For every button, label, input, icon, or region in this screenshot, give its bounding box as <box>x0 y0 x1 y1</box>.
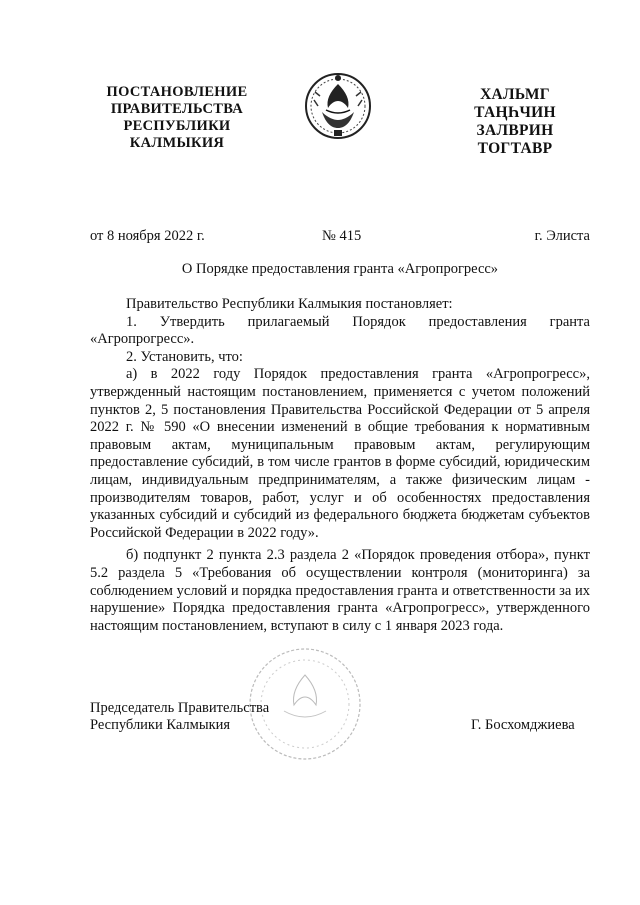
issuer-line: ХАЛЬМГ <box>480 86 550 103</box>
signatory-title-line: Председатель Правительства <box>90 700 270 716</box>
issuer-line: ТАҢҺЧИН <box>474 104 556 121</box>
signatory-title <box>90 700 269 734</box>
signatory-name: Г. Босхомджиева <box>471 717 575 733</box>
issuer-line: ПОСТАНОВЛЕНИЕ <box>106 84 248 100</box>
body-paragraph-2: 2. Установить, что: <box>126 348 243 365</box>
issuer-line: ПРАВИТЕЛЬСТВА <box>110 101 244 117</box>
issuer-line: ТОГТАВР <box>477 140 553 157</box>
issuer-line: ЗАЛВРИН <box>476 122 554 139</box>
body-paragraph-1: 1. Утвердить прилагаемый Порядок предоставления гранта «Агропрогресс». <box>90 313 590 348</box>
body-paragraph-2a: а) в 2022 году Порядок предоставления гранта «Агропрогресс», утвержденный настоящим постановлением, применяется с учетом положений пунктов 2, 5 постановления Правительства Российской Федерации от 5 апреля 2022 г. № 590 «О внесении изменений в общие требования к нормативным правовым актам, муниципальным правовым актам, регулирующим предоставление субсидий, в том числе грантов в форме субсидий, юридическим лицам, индивидуальным предпринимателям, а также физическим лицам - производителям товаров, работ, услуг и об особенностях предоставления указанных субсидий и субсидий из федерального бюджета бюджетам субъектов Российской Федерации в 2022 году». <box>90 366 590 541</box>
issuer-line: КАЛМЫКИЯ <box>129 135 225 151</box>
document-city: г. Элиста <box>534 228 590 244</box>
issuer-title-russian <box>92 84 262 152</box>
document-number: № 415 <box>322 228 362 244</box>
document-subject: О Порядке предоставления гранта «Агропрогресс» <box>181 261 499 277</box>
kalmykia-emblem-icon <box>304 70 372 142</box>
document-body <box>90 296 590 635</box>
issuer-title-kalmyk <box>450 86 580 158</box>
issuer-line: РЕСПУБЛИКИ <box>123 118 231 134</box>
document-meta <box>90 228 590 248</box>
body-intro: Правительство Республики Калмыкия постановляет: <box>126 296 453 312</box>
signatory-title-line: Республики Калмыкия <box>90 717 231 733</box>
document-date: от 8 ноября 2022 г. <box>90 228 205 244</box>
body-paragraph-2b: б) подпункт 2 пункта 2.3 раздела 2 «Порядок проведения отбора», пункт 5.2 раздела 5 «Требования об осуществлении контроля (мониторинга) за соблюдением условий и порядка предоставления гранта и ответственности за их нарушение» Порядка предоставления гранта «Агропрогресс», утвержденного настоящим постановлением, вступают в силу с 1 января 2023 года. <box>90 547 590 634</box>
